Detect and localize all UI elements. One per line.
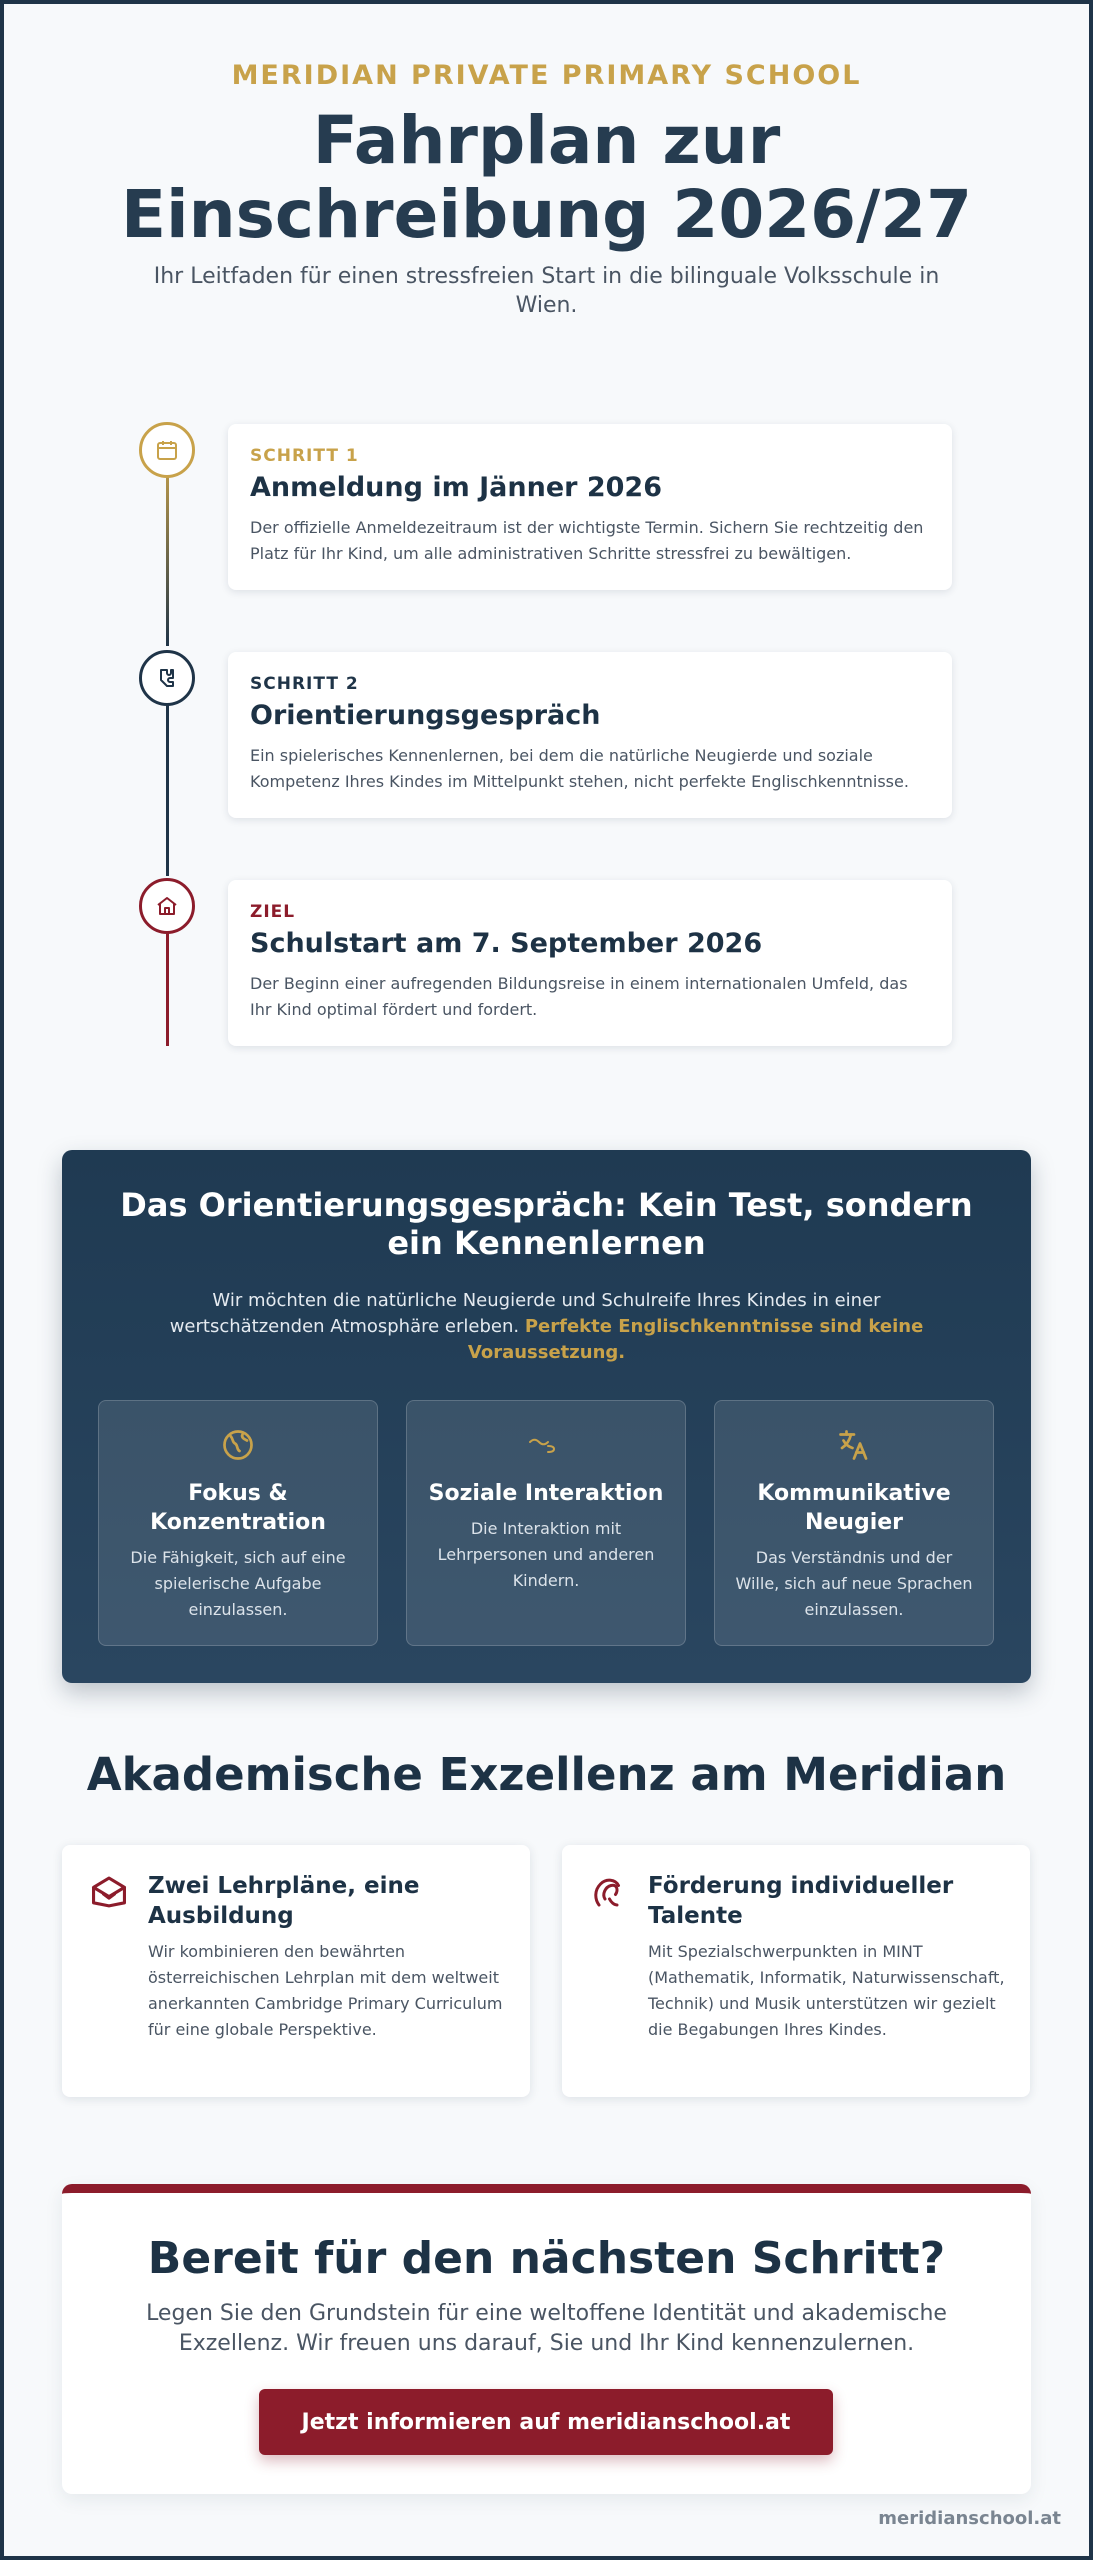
orientation-panel xyxy=(62,1150,1031,1683)
academics-card-title: Zwei Lehrpläne, eine Ausbildung xyxy=(148,1873,420,1929)
page-title-line-2: Einschreibung 2026/27 xyxy=(120,176,973,253)
feature-title: Fokus & Konzentration xyxy=(150,1481,326,1535)
talent-icon xyxy=(590,1875,626,1915)
step-title: Schulstart am 7. September 2026 xyxy=(250,928,763,959)
page-title xyxy=(0,104,1093,252)
step-label: SCHRITT 1 xyxy=(250,446,359,466)
timeline-connector xyxy=(166,452,169,646)
handshake-icon xyxy=(425,1425,667,1465)
feature-title: Soziale Interaktion xyxy=(428,1481,664,1506)
orientation-highlight: Perfekte Englischkenntnisse sind keine Voraussetzung. xyxy=(467,1316,924,1363)
timeline-step-1 xyxy=(228,424,952,590)
cta-text: Legen Sie den Grundstein für eine weltoffene Identität und akademische Exzellenz. Wir freuen uns darauf, Sie und Ihr Kind kennenzulernen. xyxy=(146,2301,947,2356)
orientation-title: Das Orientierungsgespräch: Kein Test, sondern ein Kennenlernen xyxy=(120,1186,973,1262)
home-icon xyxy=(139,878,195,934)
feature-title: Kommunikative Neugier xyxy=(757,1481,951,1535)
globe-icon xyxy=(117,1425,359,1465)
feature-card-focus xyxy=(98,1400,378,1646)
step-label: ZIEL xyxy=(250,902,296,922)
academics-title: Akademische Exzellenz am Meridian xyxy=(86,1748,1007,1801)
feature-text: Die Fähigkeit, sich auf eine spielerische Aufgabe einzulassen. xyxy=(130,1548,346,1619)
footer-url[interactable]: meridianschool.at xyxy=(878,2508,1061,2529)
feature-card-curiosity xyxy=(714,1400,994,1646)
feature-text: Das Verständnis und der Wille, sich auf neue Sprachen einzulassen. xyxy=(735,1548,973,1619)
feature-card-social xyxy=(406,1400,686,1646)
orientation-body: Wir möchten die natürliche Neugierde und Schulreife Ihres Kindes in einer wertschätzenden Atmosphäre erleben. xyxy=(169,1290,881,1337)
academics-card-curricula xyxy=(62,1845,530,2097)
step-description: Der offizielle Anmeldezeitraum ist der wichtigste Termin. Sichern Sie rechtzeitig den Platz für Ihr Kind, um alle administrativen Schritte stressfrei zu bewältigen. xyxy=(250,518,924,563)
orientation-text xyxy=(152,1288,941,1366)
step-title: Orientierungsgespräch xyxy=(250,700,601,731)
page-title-line-1: Fahrplan zur xyxy=(312,102,781,179)
open-book-icon xyxy=(90,1875,128,1913)
step-title: Anmeldung im Jänner 2026 xyxy=(250,472,662,503)
step-label: SCHRITT 2 xyxy=(250,674,359,694)
feature-text: Die Interaktion mit Lehrpersonen und anderen Kindern. xyxy=(437,1519,655,1590)
academics-card-text: Mit Spezialschwerpunkten in MINT (Mathematik, Informatik, Naturwissenschaft, Technik) und Musik unterstützen wir gezielt die Begabungen Ihres Kindes. xyxy=(648,1942,1005,2039)
academics-card-talents xyxy=(562,1845,1030,2097)
step-description: Der Beginn einer aufregenden Bildungsreise in einem internationalen Umfeld, das Ihr Kind optimal fördert und fordert. xyxy=(250,974,908,1019)
calendar-icon xyxy=(139,422,195,478)
school-name: MERIDIAN PRIVATE PRIMARY SCHOOL xyxy=(231,60,862,91)
cta-section xyxy=(62,2184,1031,2494)
timeline-connector xyxy=(166,678,169,876)
page-subtitle: Ihr Leitfaden für einen stressfreien Start in die bilinguale Volksschule in Wien. xyxy=(153,264,940,318)
timeline-step-2 xyxy=(228,652,952,818)
cta-button[interactable]: Jetzt informieren auf meridianschool.at xyxy=(259,2389,833,2455)
step-description: Ein spielerisches Kennenlernen, bei dem die natürliche Neugierde und soziale Kompetenz Ihres Kindes im Mittelpunkt stehen, nicht perfekte Englischkenntnisse. xyxy=(250,746,909,791)
academics-card-text: Wir kombinieren den bewährten österreichischen Lehrplan mit dem weltweit anerkannten Cambridge Primary Curriculum für eine globale Perspektive. xyxy=(148,1942,503,2039)
timeline-goal xyxy=(228,880,952,1046)
cta-title: Bereit für den nächsten Schritt? xyxy=(147,2233,946,2284)
academics-card-title: Förderung individueller Talente xyxy=(648,1873,954,1929)
puzzle-icon xyxy=(139,650,195,706)
translate-icon xyxy=(733,1425,975,1465)
